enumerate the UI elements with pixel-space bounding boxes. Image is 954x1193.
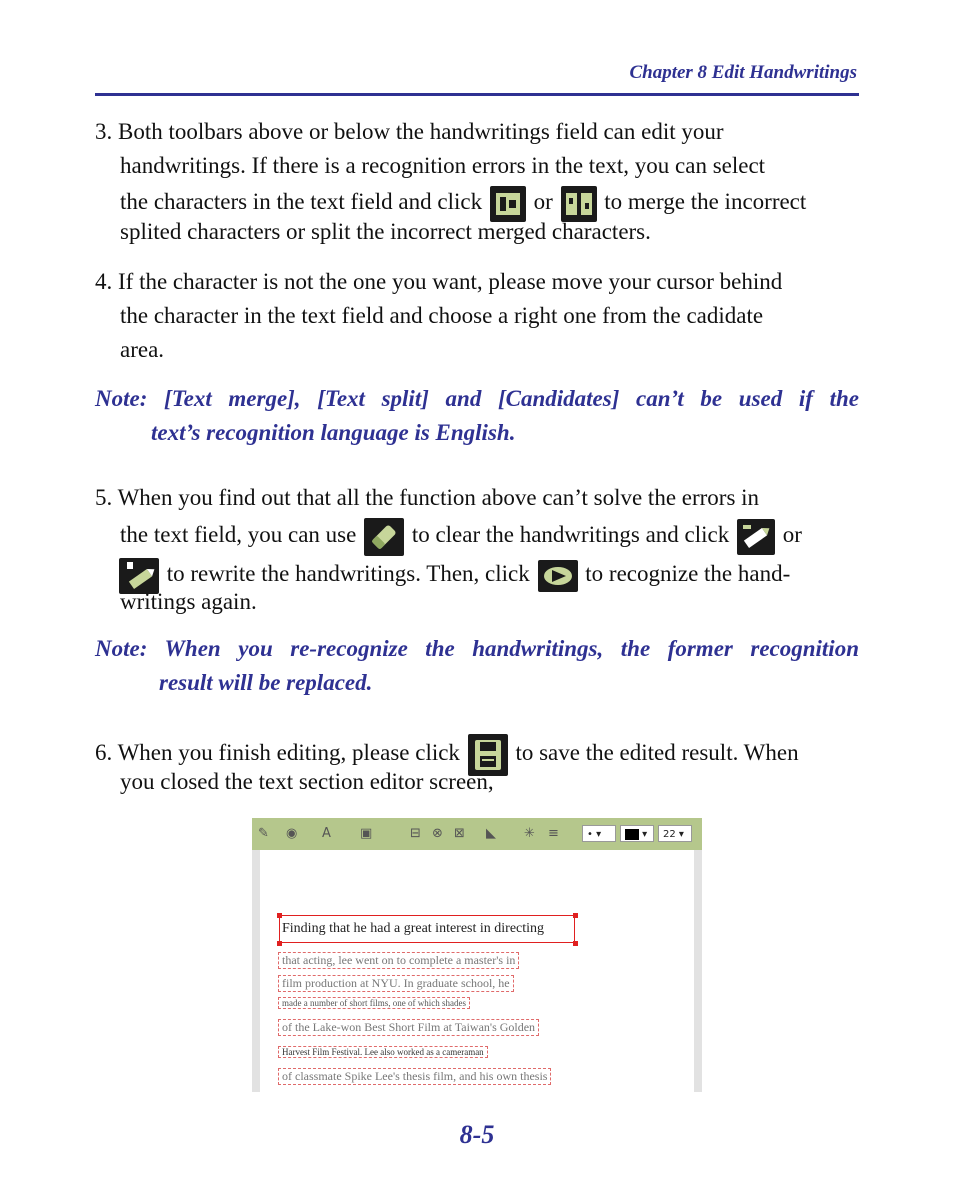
step-4 xyxy=(95,265,859,367)
note-2 xyxy=(95,632,859,700)
sparkle-icon[interactable]: ✳ xyxy=(524,826,535,841)
selection-handle[interactable] xyxy=(277,941,282,946)
note-2-line-1: Note: When you re-recognize the handwritings, the former recognition xyxy=(95,636,859,661)
image-icon[interactable]: ▣ xyxy=(360,826,373,841)
step-5-text-d: to rewrite the handwritings. Then, click xyxy=(166,561,530,586)
note-1 xyxy=(95,382,859,450)
text-line[interactable]: film production at NYU. In graduate school, he xyxy=(278,975,514,992)
font-size-value: 22 xyxy=(663,829,676,840)
step-3-text-a: the characters in the text field and click xyxy=(120,189,483,214)
pen-tool-icon[interactable]: ◣ xyxy=(486,826,496,841)
text-line[interactable]: of the Lake-won Best Short Film at Taiwan's Golden xyxy=(278,1019,539,1036)
note-1-line-1: Note: [Text merge], [Text split] and [Candidates] can’t be used if the xyxy=(95,386,859,411)
step-6-text-b: to save the edited result. When xyxy=(515,740,799,765)
step-5-line-4: writings again. xyxy=(120,589,257,614)
step-5-text-c: or xyxy=(782,522,802,547)
align-icon[interactable]: ≡ xyxy=(548,826,559,841)
step-5-line-2 xyxy=(95,515,859,555)
step-5-text-e: to recognize the hand- xyxy=(585,561,791,586)
eraser-icon xyxy=(364,518,404,556)
text-line[interactable]: that acting, lee went on to complete a master's in xyxy=(278,952,519,969)
step-4-line-3: area. xyxy=(120,337,165,362)
step-5-text-a: the text field, you can use xyxy=(120,522,357,547)
right-gutter xyxy=(694,850,702,1092)
step-3 xyxy=(95,115,859,249)
selection-handle[interactable] xyxy=(573,913,578,918)
header-rule xyxy=(95,93,859,96)
editor-screenshot xyxy=(252,818,702,1092)
selection-handle[interactable] xyxy=(277,913,282,918)
split-tool-icon[interactable]: ⊠ xyxy=(454,826,465,841)
eraser-tool-icon[interactable]: ✎ xyxy=(258,826,269,841)
step-3-text-c: to merge the incorrect xyxy=(604,189,807,214)
rewrite-pen-icon xyxy=(737,519,775,555)
selection-handle[interactable] xyxy=(573,941,578,946)
selected-text-line[interactable]: Finding that he had a great interest in directing xyxy=(279,915,575,943)
editor-toolbar xyxy=(252,818,702,850)
step-3-text-b: or xyxy=(533,189,553,214)
step-5-text-b: to clear the handwritings and click xyxy=(411,522,730,547)
brush-size-select[interactable]: • ▾ xyxy=(582,825,616,842)
color-select[interactable]: ▾ xyxy=(620,825,654,842)
step-3-line-2: handwritings. If there is a recognition errors in the text, you can select xyxy=(120,153,766,178)
left-gutter xyxy=(252,850,260,1092)
step-4-line-1: 4. If the character is not the one you want, please move your cursor behind xyxy=(95,269,783,294)
step-6-text-a: 6. When you finish editing, please click xyxy=(95,740,460,765)
step-6-line-2: you closed the text section editor screen, xyxy=(120,769,494,794)
text-line[interactable]: made a number of short films, one of which shades xyxy=(278,997,470,1009)
font-size-select[interactable]: 22 ▾ xyxy=(658,825,692,842)
step-6 xyxy=(95,733,859,799)
step-4-line-2: the character in the text field and choose a right one from the cadidate xyxy=(120,303,764,328)
text-line[interactable]: of classmate Spike Lee's thesis film, and his own thesis xyxy=(278,1068,551,1085)
merge-tool-icon[interactable]: ⊟ xyxy=(410,826,421,841)
step-3-line-4: splited characters or split the incorrect merged characters. xyxy=(120,219,651,244)
note-1-line-2: text’s recognition language is English. xyxy=(151,420,516,445)
view-icon[interactable]: ◉ xyxy=(286,826,298,841)
font-icon[interactable]: A xyxy=(322,826,331,841)
text-line[interactable]: Harvest Film Festival. Lee also worked as a cameraman xyxy=(278,1046,488,1058)
page-number: 8-5 xyxy=(459,1120,495,1149)
step-5-line-1: 5. When you find out that all the function above can’t solve the errors in xyxy=(95,485,760,510)
note-2-line-2: result will be replaced. xyxy=(159,670,373,695)
step-3-line-1: 3. Both toolbars above or below the handwritings field can edit your xyxy=(95,119,724,144)
recognize-tool-icon[interactable]: ⊗ xyxy=(432,826,443,841)
step-5 xyxy=(95,481,859,619)
chapter-header: Chapter 8 Edit Handwritings xyxy=(629,62,857,83)
